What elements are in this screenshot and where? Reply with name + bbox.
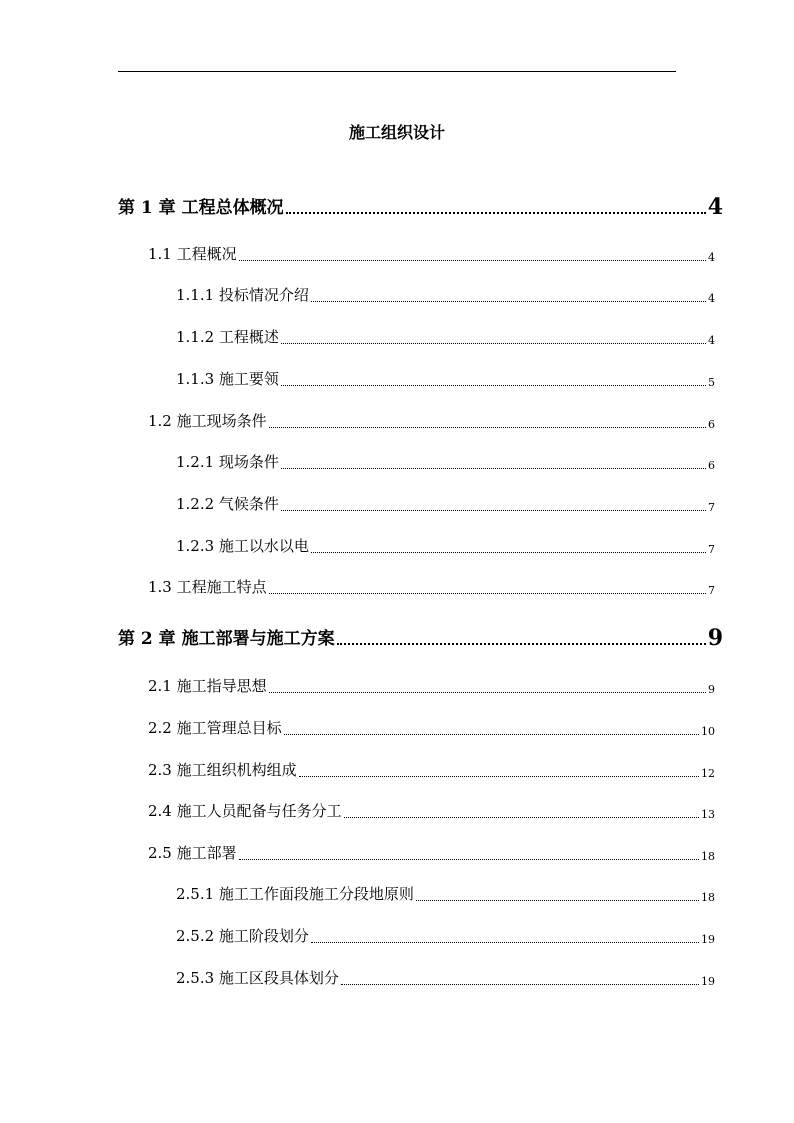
toc-page-number: 4 — [708, 292, 715, 305]
toc-section-2-1[interactable] — [148, 675, 715, 696]
toc-page-number: 4 — [707, 194, 723, 220]
toc-label: 2.1 施工指导思想 — [148, 677, 267, 695]
dot-leader — [286, 212, 706, 214]
toc-label: 2.3 施工组织机构组成 — [148, 761, 297, 779]
toc-label: 1.2.3 施工以水以电 — [176, 537, 309, 555]
toc-label: 1.1.1 投标情况介绍 — [176, 286, 309, 304]
dot-leader — [269, 593, 706, 594]
toc-section-1-2[interactable] — [148, 410, 715, 431]
dot-leader — [311, 552, 706, 553]
dot-leader — [269, 427, 706, 428]
toc-subsection-1-2-3[interactable] — [176, 535, 715, 556]
toc-section-2-2[interactable] — [148, 717, 715, 738]
toc-page-number: 7 — [708, 584, 715, 597]
toc-label: 1.1.3 施工要领 — [176, 370, 279, 388]
toc-page-number: 6 — [708, 418, 715, 431]
toc-section-2-3[interactable] — [148, 759, 715, 780]
toc-subsection-1-2-2[interactable] — [176, 493, 715, 514]
toc-page-number: 18 — [701, 891, 715, 904]
dot-leader — [416, 900, 699, 901]
dot-leader — [341, 984, 699, 985]
toc-page-number: 6 — [708, 459, 715, 472]
dot-leader — [239, 859, 699, 860]
toc-subsection-2-5-2[interactable] — [176, 925, 715, 946]
toc-label: 1.1.2 工程概述 — [176, 328, 279, 346]
toc-page-number: 4 — [708, 334, 715, 347]
toc-subsection-1-1-1[interactable] — [176, 284, 715, 305]
dot-leader — [269, 692, 706, 693]
toc-subsection-1-1-2[interactable] — [176, 326, 715, 347]
toc-page-number: 18 — [701, 850, 715, 863]
toc-chapter-2[interactable] — [118, 624, 723, 649]
dot-leader — [284, 734, 699, 735]
toc-label: 2.5.3 施工区段具体划分 — [176, 969, 339, 987]
toc-page-number: 4 — [708, 251, 715, 264]
toc-label: 1.2.1 现场条件 — [176, 453, 279, 471]
dot-leader — [299, 776, 699, 777]
toc-page-number: 10 — [701, 725, 715, 738]
toc-label: 2.5.2 施工阶段划分 — [176, 927, 309, 945]
toc-subsection-2-5-3[interactable] — [176, 967, 715, 988]
toc-page-number: 12 — [701, 767, 715, 780]
toc-chapter-1[interactable] — [118, 193, 723, 218]
dot-leader — [281, 385, 706, 386]
dot-leader — [311, 301, 706, 302]
toc-page-number: 5 — [708, 376, 715, 389]
dot-leader — [281, 343, 706, 344]
toc-label: 2.5.1 施工工作面段施工分段地原则 — [176, 885, 414, 903]
header-rule — [118, 71, 676, 72]
dot-leader — [239, 260, 706, 261]
toc-label: 2.4 施工人员配备与任务分工 — [148, 802, 342, 820]
toc-label: 1.2.2 气候条件 — [176, 495, 279, 513]
toc-section-1-3[interactable] — [148, 576, 715, 597]
toc-label: 第 2 章 施工部署与施工方案 — [118, 629, 335, 649]
toc-section-2-4[interactable] — [148, 800, 715, 821]
dot-leader — [344, 817, 699, 818]
toc-page-number: 7 — [708, 543, 715, 556]
dot-leader — [337, 643, 706, 645]
toc-label: 2.2 施工管理总目标 — [148, 719, 282, 737]
toc-label: 2.5 施工部署 — [148, 844, 237, 862]
toc-page-number: 7 — [708, 501, 715, 514]
toc-subsection-2-5-1[interactable] — [176, 883, 715, 904]
toc-page-number: 9 — [708, 683, 715, 696]
toc-label: 1.3 工程施工特点 — [148, 578, 267, 596]
dot-leader — [281, 510, 706, 511]
toc-label: 1.1 工程概况 — [148, 245, 237, 263]
toc-page-number: 19 — [701, 933, 715, 946]
dot-leader — [281, 468, 706, 469]
toc-section-2-5[interactable] — [148, 842, 715, 863]
dot-leader — [311, 942, 699, 943]
toc-subsection-1-2-1[interactable] — [176, 451, 715, 472]
toc-page-number: 13 — [701, 808, 715, 821]
toc-page-number: 9 — [707, 625, 723, 651]
toc-subsection-1-1-3[interactable] — [176, 368, 715, 389]
toc-page-number: 19 — [701, 975, 715, 988]
toc-label: 1.2 施工现场条件 — [148, 412, 267, 430]
toc-label: 第 1 章 工程总体概况 — [118, 198, 284, 218]
toc-section-1-1[interactable] — [148, 243, 715, 264]
document-title: 施工组织设计 — [348, 123, 445, 142]
